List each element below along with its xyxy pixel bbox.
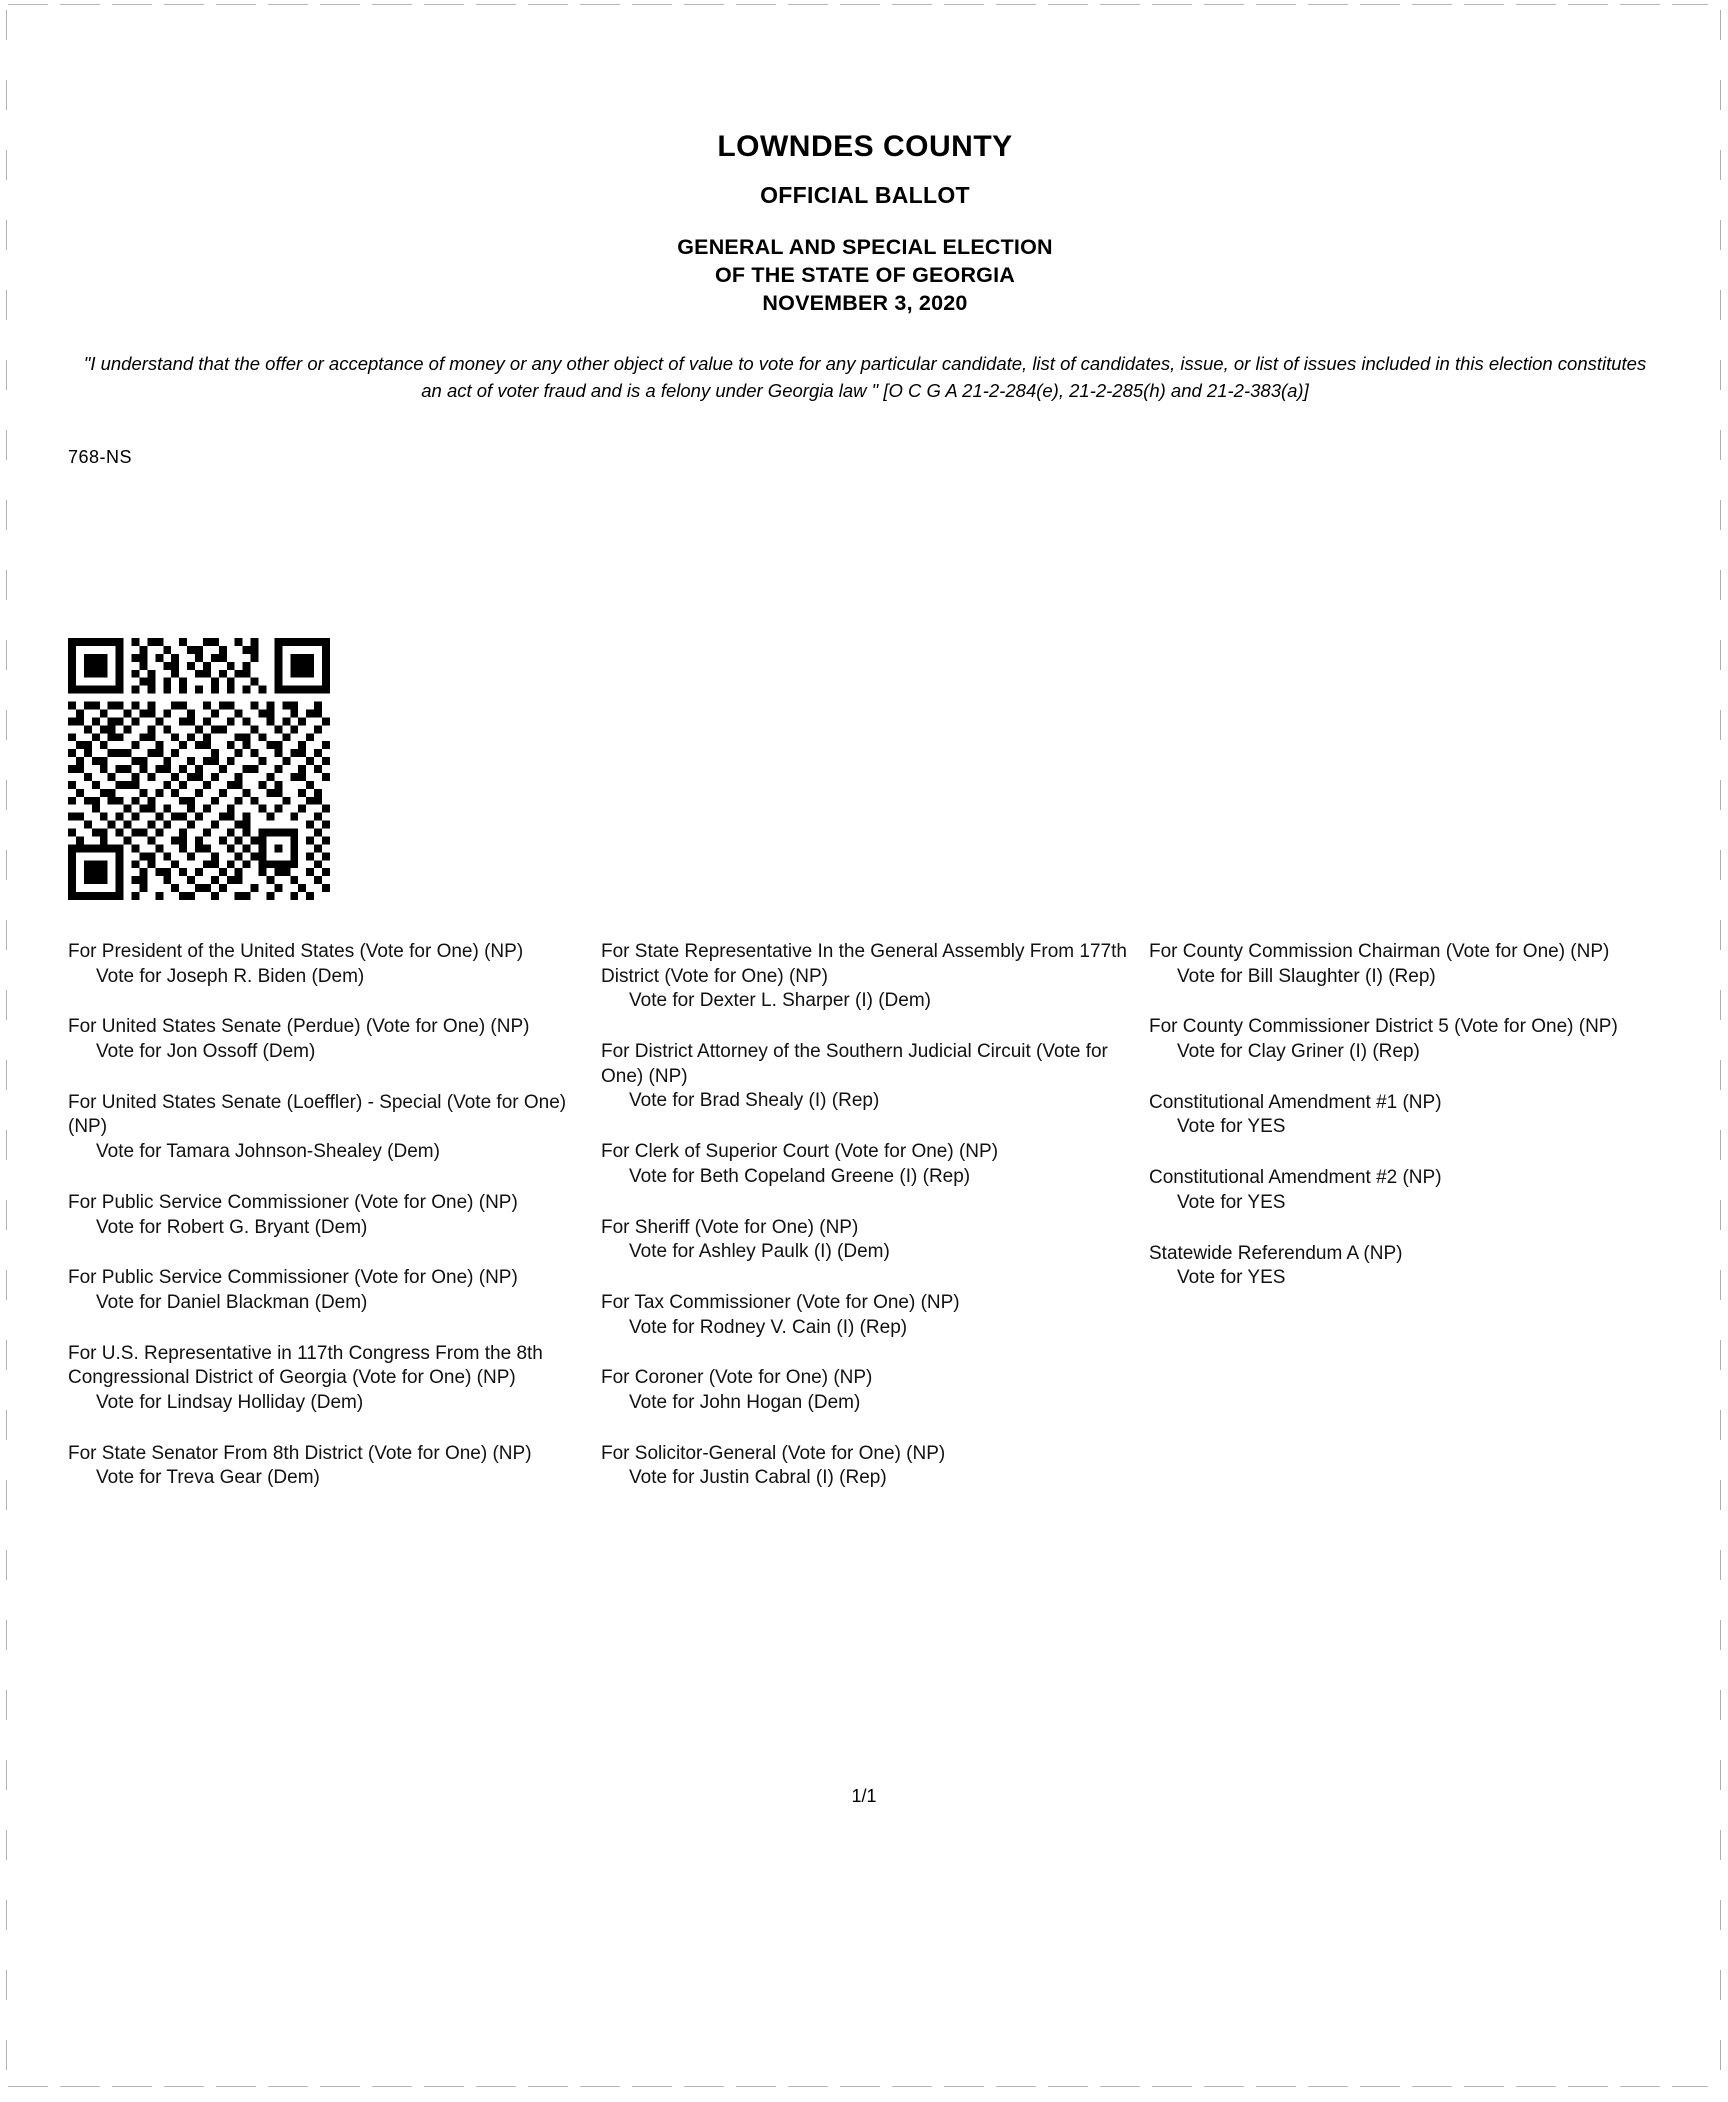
voter-fraud-oath: "I understand that the offer or acceptance of money or any other object of value to vote for any particular candidate, list of candidates, issue, or list of issues included in this election constitutes an act of voter fraud and is a felony under Georgia law " [O C G A 21-2-284(e), 21-2-285(h) and 21-2-383(a)] — [83, 352, 1647, 402]
contest-constitutional-amendment-1 — [1149, 1091, 1654, 1140]
election-title-line1: GENERAL AND SPECIAL ELECTION — [677, 234, 1053, 259]
contest-state-representative — [601, 940, 1135, 1014]
contest-title: Constitutional Amendment #2 (NP) — [1149, 1167, 1442, 1189]
contest-public-service-commissioner-1 — [68, 1191, 587, 1240]
contest-title: For District Attorney of the Southern Judicial Circuit (Vote for One) (NP) — [601, 1041, 1108, 1087]
contest-title: For President of the United States (Vote for One) (NP) — [68, 941, 524, 962]
scan-edge-left — [6, 10, 7, 2080]
ballot-qr-code — [68, 638, 330, 900]
contest-county-commissioner-district-5 — [1149, 1015, 1654, 1064]
contest-selection: Vote for YES — [1177, 1116, 1286, 1138]
official-ballot-label: OFFICIAL BALLOT — [760, 181, 970, 208]
contest-us-representative — [68, 1342, 587, 1416]
contest-selection: Vote for Treva Gear (Dem) — [96, 1467, 320, 1489]
ballot-style-code: 768-NS — [68, 447, 133, 468]
contest-tax-commissioner — [601, 1291, 1135, 1340]
contest-public-service-commissioner-2 — [68, 1266, 587, 1315]
contest-president — [68, 940, 587, 989]
election-title-line2: OF THE STATE OF GEORGIA — [714, 262, 1016, 287]
contest-selection: Vote for YES — [1177, 1267, 1286, 1289]
contest-selection: Vote for Beth Copeland Greene (I) (Rep) — [629, 1165, 971, 1187]
contest-title: For U.S. Representative in 117th Congress From the 8th Congressional District of Georgia (Vote for One) (NP) — [68, 1342, 543, 1389]
contest-constitutional-amendment-2 — [1149, 1166, 1654, 1215]
contest-selection: Vote for Dexter L. Sharper (I) (Dem) — [629, 990, 931, 1012]
contest-title: For Public Service Commissioner (Vote for One) (NP) — [68, 1191, 518, 1213]
contest-sheriff — [601, 1216, 1135, 1265]
contest-title: For State Senator From 8th District (Vote for One) (NP) — [68, 1442, 532, 1464]
contest-title: For Clerk of Superior Court (Vote for One) (NP) — [601, 1141, 999, 1163]
contest-column-1 — [68, 940, 601, 1517]
contest-title: For Tax Commissioner (Vote for One) (NP) — [601, 1291, 960, 1313]
contest-title: Constitutional Amendment #1 (NP) — [1149, 1091, 1442, 1113]
contest-selection: Vote for Brad Shealy (I) (Rep) — [629, 1090, 880, 1112]
contest-column-3 — [1149, 940, 1668, 1517]
contest-selection: Vote for Tamara Johnson-Shealey (Dem) — [96, 1141, 440, 1163]
contest-selection: Vote for Jon Ossoff (Dem) — [96, 1041, 316, 1063]
contest-selection: Vote for Daniel Blackman (Dem) — [96, 1291, 368, 1313]
scan-edge-bottom — [8, 2086, 1708, 2087]
contest-title: For County Commission Chairman (Vote for One) (NP) — [1149, 941, 1610, 962]
election-title — [60, 233, 1670, 318]
contest-state-senator — [68, 1442, 587, 1491]
contest-selection: Vote for Lindsay Holliday (Dem) — [96, 1391, 364, 1413]
qr-code-icon — [68, 638, 330, 900]
ballot-content — [60, 0, 1670, 468]
contest-title: For United States Senate (Perdue) (Vote for One) (NP) — [68, 1016, 530, 1038]
contest-selection: Vote for YES — [1177, 1191, 1286, 1213]
contest-title: For United States Senate (Loeffler) - Special (Vote for One) (NP) — [68, 1091, 567, 1138]
contest-district-attorney — [601, 1040, 1135, 1114]
ballot-header — [60, 128, 1670, 318]
contest-selection: Vote for Clay Griner (I) (Rep) — [1177, 1041, 1420, 1063]
contest-title: For State Representative In the General Assembly From 177th District (Vote for One) (NP) — [601, 941, 1127, 987]
contest-column-2 — [601, 940, 1149, 1517]
contest-selection: Vote for Bill Slaughter (I) (Rep) — [1177, 965, 1436, 987]
contest-coroner — [601, 1366, 1135, 1415]
contest-title: For County Commissioner District 5 (Vote for One) (NP) — [1149, 1016, 1618, 1038]
contest-selection: Vote for John Hogan (Dem) — [629, 1391, 861, 1413]
contest-selection: Vote for Ashley Paulk (I) (Dem) — [629, 1241, 890, 1263]
county-title: LOWNDES COUNTY — [717, 130, 1013, 163]
contest-title: For Public Service Commissioner (Vote for One) (NP) — [68, 1267, 518, 1289]
contest-statewide-referendum-a — [1149, 1242, 1654, 1291]
contest-us-senate-loeffler-special — [68, 1091, 587, 1165]
page-number: 1/1 — [851, 1786, 877, 1806]
contest-selection: Vote for Rodney V. Cain (I) (Rep) — [629, 1316, 908, 1338]
contest-county-commission-chairman — [1149, 940, 1654, 989]
contest-solicitor-general — [601, 1442, 1135, 1491]
contest-selection: Vote for Joseph R. Biden (Dem) — [96, 965, 365, 987]
scan-edge-right — [1720, 10, 1721, 2080]
contest-clerk-of-superior-court — [601, 1140, 1135, 1189]
contest-title: Statewide Referendum A (NP) — [1149, 1242, 1403, 1264]
contest-columns — [68, 940, 1668, 1517]
contest-selection: Vote for Justin Cabral (I) (Rep) — [629, 1467, 887, 1489]
election-date: NOVEMBER 3, 2020 — [762, 291, 968, 316]
contest-selection: Vote for Robert G. Bryant (Dem) — [96, 1216, 368, 1238]
contest-title: For Sheriff (Vote for One) (NP) — [601, 1216, 859, 1238]
contest-us-senate-perdue — [68, 1015, 587, 1064]
contest-title: For Solicitor-General (Vote for One) (NP) — [601, 1442, 946, 1464]
contest-title: For Coroner (Vote for One) (NP) — [601, 1367, 873, 1389]
